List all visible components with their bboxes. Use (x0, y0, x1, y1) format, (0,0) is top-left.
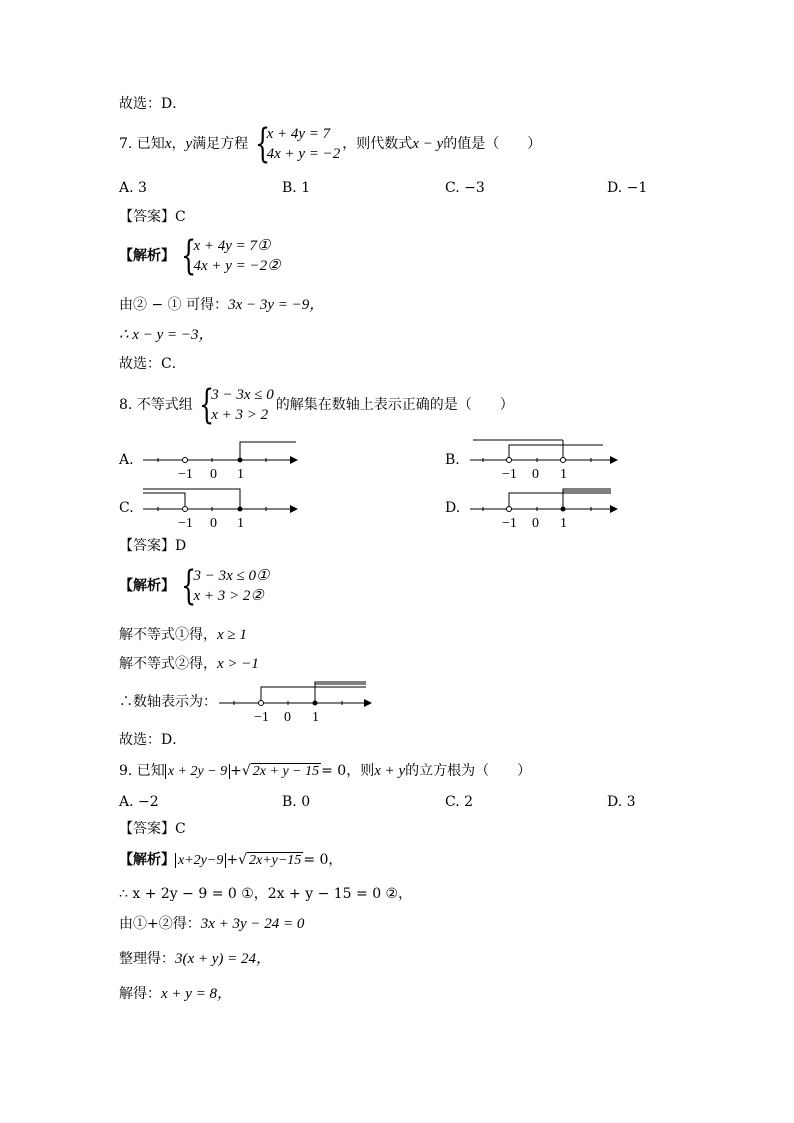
tick-label: −1 (178, 467, 193, 482)
q7-analysis-system (181, 233, 281, 279)
q8-analysis-eq1: 3 − 3x ≤ 0① (193, 568, 270, 584)
q9-step-2-eq: 3x + 3y − 24 = 0 (200, 916, 305, 932)
q9-analysis-label: 【解析】 (119, 852, 175, 868)
question-9 (119, 761, 531, 782)
q7-analysis-eq2: 4x + y = −2② (193, 258, 281, 274)
tick-label: −1 (502, 516, 517, 530)
q7-option-a: A. 3 (119, 180, 147, 196)
q8-option-a-label: A. (119, 452, 134, 468)
q9-step-3 (119, 949, 271, 969)
q9-step-3-eq: 3(x + y) = 24， (175, 951, 272, 967)
q9-eq0: = 0，则 (321, 763, 375, 779)
q8-option-d-label: D. (445, 500, 461, 516)
q9-option-c: C. 2 (445, 794, 474, 810)
q7-option-c: C. −3 (445, 180, 485, 196)
q7-end: 的值是（ ） (443, 136, 542, 152)
q8-analysis-system (181, 563, 270, 609)
q9-step-3-prefix: 整理得： (119, 951, 175, 967)
q9-step-1: ∴ x + 2y − 9 = 0 ①，2x + y − 15 = 0 ②， (119, 886, 413, 902)
tick-label: −1 (254, 710, 269, 724)
q7-comma: ， (171, 136, 186, 152)
q9-step-2-prefix: 由①+②得： (119, 916, 201, 932)
q8-prefix: 8. 不等式组 (119, 397, 193, 413)
q9-prefix: 9. 已知 (119, 763, 165, 779)
tick-label: 1 (237, 516, 244, 530)
q8-answer: 【答案】D (119, 538, 187, 554)
q7-step-2 (119, 325, 213, 345)
q8-option-c-label: C. (119, 500, 134, 516)
q8-step-1 (119, 625, 247, 645)
q8-analysis (119, 563, 271, 609)
q7-analysis-eq1: x + 4y = 7① (193, 238, 271, 254)
sqrt-icon: √ (241, 763, 251, 779)
q9-suffix: 的立方根为（ ） (405, 763, 532, 779)
q8-system (199, 382, 274, 428)
q9-analysis-sqrt: 2x+y−15 (248, 853, 302, 868)
q9-option-b: B. 0 (282, 794, 311, 810)
q8-analysis-label: 【解析】 (119, 578, 175, 594)
q8-analysis-eq2: x + 3 > 2② (193, 588, 264, 604)
q8-step-3: ∴数轴表示为： (119, 694, 217, 710)
q9-abs-expr: x + 2y − 9 (165, 764, 230, 779)
question-8 (119, 382, 514, 428)
tick-label: 1 (237, 467, 244, 482)
q9-answer: 【答案】C (119, 821, 186, 837)
tick-label: 0 (210, 516, 217, 530)
question-7 (119, 121, 542, 167)
q8-conclusion: 故选：D． (119, 732, 187, 748)
q9-analysis-plus: + (226, 852, 239, 868)
q9-plus: + (230, 763, 242, 779)
q7-step-2-eq: ∴ x − y = −3， (119, 327, 214, 343)
q7-answer: 【答案】C (119, 209, 186, 225)
q7-eq2: 4x + y = −2 (266, 146, 341, 162)
tick-label: −1 (178, 516, 193, 530)
q9-step-4 (119, 984, 232, 1004)
q7-step-1 (119, 295, 324, 315)
sqrt-icon: √ (238, 852, 247, 868)
q7-system (254, 121, 341, 167)
tick-label: 0 (532, 516, 539, 530)
q9-option-a: A. −2 (119, 794, 159, 810)
q9-step-4-eq: x + y = 8， (161, 986, 233, 1002)
tick-label: 1 (560, 467, 567, 482)
q8-option-b-label: B. (445, 452, 460, 468)
q9-analysis-eq0: = 0， (303, 852, 343, 868)
q8-step-1-eq: x ≥ 1 (217, 627, 247, 643)
q9-xy: x + y (374, 763, 406, 779)
brace-icon: { (181, 563, 197, 609)
q7-eq1: x + 4y = 7 (266, 126, 331, 142)
q7-expr: x − y (412, 136, 444, 152)
tick-label: 0 (532, 467, 539, 482)
number-line-d (465, 482, 625, 530)
q9-analysis (119, 850, 342, 871)
brace-icon: { (199, 382, 215, 428)
tick-label: 1 (312, 710, 319, 724)
brace-icon: { (181, 233, 197, 279)
q7-var-y: y (185, 136, 193, 152)
number-line-a (138, 434, 303, 482)
q9-option-d: D. 3 (607, 794, 636, 810)
tick-label: 0 (284, 710, 291, 724)
number-line-c (138, 482, 303, 530)
q8-eq1: 3 − 3x ≤ 0 (211, 387, 274, 403)
q7-analysis (119, 233, 283, 279)
number-line-b (465, 434, 625, 482)
brace-icon: { (254, 121, 270, 167)
q7-option-b: B. 1 (282, 180, 311, 196)
q8-step-2-eq: x > −1 (217, 656, 259, 672)
tick-label: −1 (502, 467, 517, 482)
q7-mid: 满足方程 (192, 136, 249, 152)
answer-choice-line: 故选：D． (119, 96, 187, 112)
q8-eq2: x + 3 > 2 (211, 407, 269, 423)
q7-step-1-eq: 3x − 3y = −9， (228, 297, 325, 313)
q8-suffix: 的解集在数轴上表示正确的是（ ） (275, 397, 514, 413)
q7-suffix: ，则代数式 (342, 136, 413, 152)
q8-step-2-prefix: 解不等式②得， (119, 656, 217, 672)
q7-analysis-label: 【解析】 (119, 248, 175, 264)
q8-step-1-prefix: 解不等式①得， (119, 627, 217, 643)
tick-label: 1 (560, 516, 567, 530)
q9-step-4-prefix: 解得： (119, 986, 161, 1002)
q7-option-d: D. −1 (607, 180, 648, 196)
tick-label: 0 (210, 467, 217, 482)
q7-var-x: x (164, 136, 172, 152)
q9-step-2 (119, 914, 304, 934)
q7-step-1-prefix: 由② − ① 可得： (119, 297, 229, 313)
q7-conclusion: 故选：C． (119, 356, 186, 372)
q9-analysis-abs: x+2y−9 (175, 853, 226, 868)
q9-sqrt-expr: 2x + y − 15 (252, 764, 320, 779)
q8-step-2 (119, 654, 259, 674)
q7-prefix: 7. 已知 (119, 136, 165, 152)
number-line-solution (214, 676, 379, 724)
